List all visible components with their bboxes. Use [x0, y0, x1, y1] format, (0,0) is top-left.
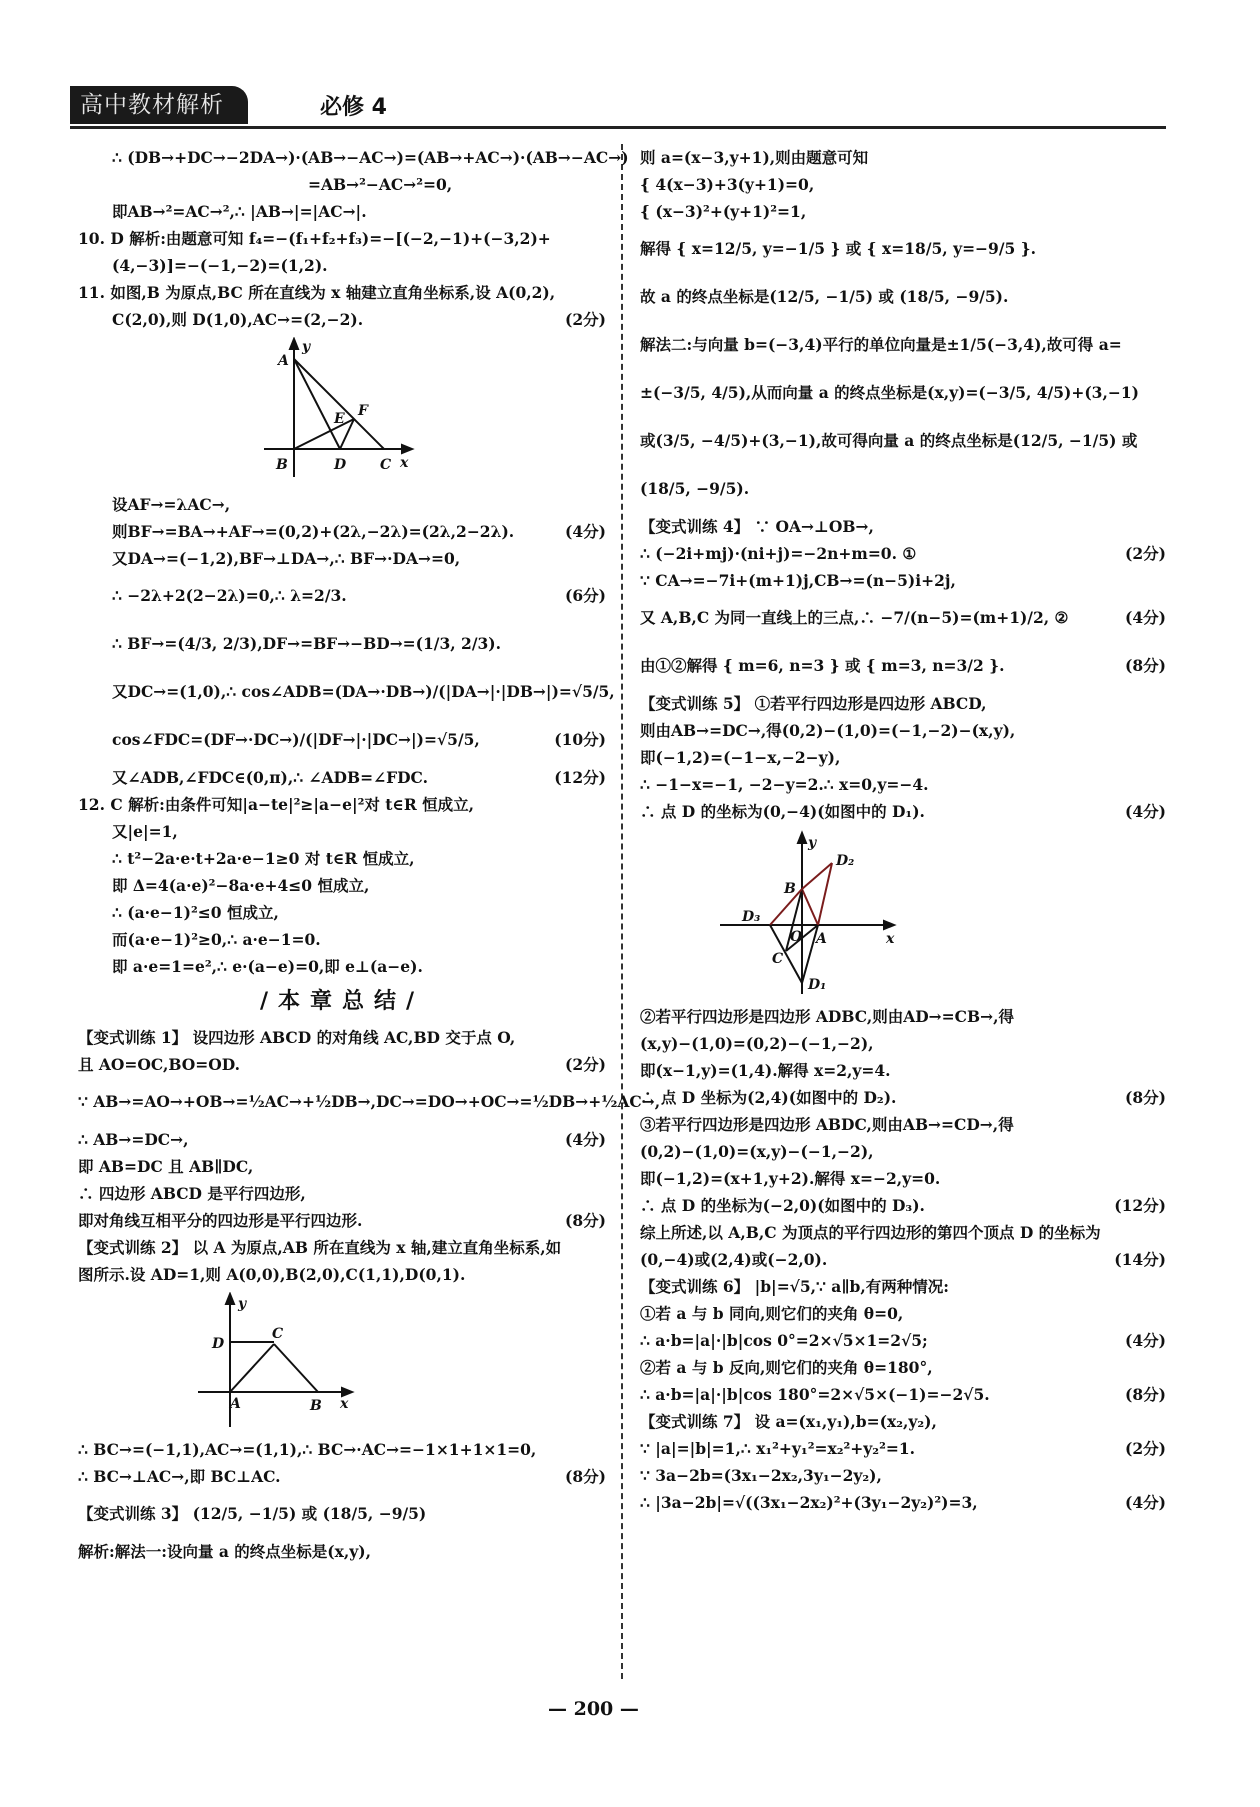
text-line: [640, 1192, 1166, 1219]
text-line: [78, 899, 606, 926]
text-line: [640, 1084, 1166, 1111]
line-text: ±(−3/5, 4/5),从而向量 a 的终点坐标是(x,y)=(−3/5, 4/5)+(3,−1): [640, 383, 1139, 402]
text-line: [78, 279, 606, 306]
text-line: [640, 771, 1166, 798]
line-text: 即(−1,2)=(−1−x,−2−y),: [640, 748, 841, 767]
column-divider: [621, 144, 623, 1679]
text-line: [78, 953, 606, 980]
line-text: { (x−3)²+(y+1)²=1,: [640, 202, 807, 221]
text-line: [640, 225, 1166, 273]
line-text: C(2,0),则 D(1,0),AC→=(2,−2).: [112, 310, 364, 329]
svg-text:A: A: [816, 931, 827, 947]
line-text: 10. D 解析:由题意可知 f₄=−(f₁+f₂+f₃)=−[(−2,−1)+(−3,2)+: [78, 229, 551, 248]
line-text: ②若平行四边形是四边形 ADBC,则由AD→=CB→,得: [640, 1007, 1014, 1026]
line-text: 【变式训练 1】 设四边形 ABCD 的对角线 AC,BD 交于点 O,: [78, 1028, 516, 1047]
text-line: [78, 144, 629, 171]
line-text: 解得 { x=12/5, y=−1/5 } 或 { x=18/5, y=−9/5 }.: [640, 239, 1037, 258]
line-text: ∴ (DB→+DC→−2DA→)·(AB→−AC→)=(AB→+AC→)·(AB→−AC→): [112, 148, 629, 167]
text-line: [640, 1489, 1166, 1516]
svg-text:x: x: [400, 455, 409, 471]
figure-trapezoid: [78, 1292, 606, 1432]
line-text: 由①②解得 { m=6, n=3 } 或 { m=3, n=3/2 }.: [640, 656, 1005, 675]
figure-parallelograms: [640, 829, 1166, 999]
svg-text:O: O: [790, 929, 803, 945]
text-line: [640, 642, 1166, 690]
score-mark: (2分): [565, 310, 606, 329]
text-line: [640, 1300, 1166, 1327]
line-text: 即对角线互相平分的四边形是平行四边形.: [78, 1211, 363, 1230]
line-text: 【变式训练 6】 |b|=√5,∵ a∥b,有两种情况:: [640, 1277, 950, 1296]
line-text: ∴ 点 D 的坐标为(0,−4)(如图中的 D₁).: [640, 802, 925, 821]
line-text: 【变式训练 7】 设 a=(x₁,y₁),b=(x₂,y₂),: [640, 1412, 937, 1431]
score-mark: (2分): [1125, 544, 1166, 563]
text-line: [78, 1051, 606, 1078]
text-line: [640, 1219, 1166, 1246]
text-line: [640, 171, 1166, 198]
line-text: ②若 a 与 b 反向,则它们的夹角 θ=180°,: [640, 1358, 933, 1377]
text-line: [78, 1261, 606, 1288]
line-text: ∵ |a|=|b|=1,∴ x₁²+y₁²=x₂²+y₂²=1.: [640, 1439, 916, 1458]
line-text: 【变式训练 3】 (12/5, −1/5) 或 (18/5, −9/5): [78, 1504, 427, 1523]
text-line: [640, 1057, 1166, 1084]
text-line: [78, 1436, 606, 1463]
score-mark: (10分): [554, 730, 606, 749]
text-line: [78, 1078, 661, 1126]
line-text: ∴ −1−x=−1, −2−y=2.∴ x=0,y=−4.: [640, 775, 929, 794]
text-line: [640, 540, 1166, 567]
text-line: [78, 1490, 606, 1538]
line-text: ∴ (−2i+mj)·(ni+j)=−2n+m=0. ①: [640, 544, 917, 563]
svg-text:D₂: D₂: [836, 853, 855, 869]
line-text: =AB→²−AC→²=0,: [308, 175, 453, 194]
line-text: 【变式训练 4】 ∵ OA→⊥OB→,: [640, 517, 874, 536]
text-line: [78, 872, 606, 899]
text-line: [640, 417, 1166, 465]
line-text: 图所示.设 AD=1,则 A(0,0),B(2,0),C(1,1),D(0,1).: [78, 1265, 466, 1284]
text-line: [78, 791, 606, 818]
text-line: [78, 926, 606, 953]
line-text: 又DC→=(1,0),∴ cos∠ADB=(DA→·DB→)/(|DA→|·|DB→|)=√5/5,: [112, 682, 615, 701]
line-text: 即AB→²=AC→²,∴ |AB→|=|AC→|.: [112, 202, 367, 221]
line-text: 即(x−1,y)=(1,4).解得 x=2,y=4.: [640, 1061, 891, 1080]
svg-text:A: A: [278, 353, 289, 369]
line-text: 故 a 的终点坐标是(12/5, −1/5) 或 (18/5, −9/5).: [640, 287, 1009, 306]
line-text: 【变式训练 5】 ①若平行四边形是四边形 ABCD,: [640, 694, 987, 713]
text-line: [640, 567, 1166, 594]
text-line: [640, 690, 1166, 717]
text-line: [640, 1354, 1166, 1381]
text-line: [640, 1165, 1166, 1192]
text-line: [640, 1408, 1166, 1435]
score-mark: (8分): [1125, 1385, 1166, 1404]
line-text: ∵ 3a−2b=(3x₁−2x₂,3y₁−2y₂),: [640, 1466, 882, 1485]
svg-text:y: y: [808, 835, 817, 851]
text-line: [78, 225, 606, 252]
svg-text:E: E: [334, 411, 345, 427]
line-text: 又|e|=1,: [112, 822, 178, 841]
text-line: [78, 491, 606, 518]
left-column: [78, 144, 661, 1565]
line-text: 解析:解法一:设向量 a 的终点坐标是(x,y),: [78, 1542, 371, 1561]
score-mark: (14分): [1114, 1250, 1166, 1269]
score-mark: (4分): [1125, 1493, 1166, 1512]
score-mark: (4分): [1125, 1331, 1166, 1350]
text-line: [640, 1003, 1166, 1030]
text-line: [640, 465, 1166, 513]
score-mark: (8分): [565, 1467, 606, 1486]
svg-text:D: D: [334, 457, 347, 473]
text-line: [78, 306, 606, 333]
line-text: 又 A,B,C 为同一直线上的三点,∴ −7/(n−5)=(m+1)/2, ②: [640, 608, 1069, 627]
line-text: 或(3/5, −4/5)+(3,−1),故可得向量 a 的终点坐标是(12/5, −1/5) 或: [640, 431, 1138, 450]
score-mark: (6分): [565, 586, 606, 605]
text-line: [78, 716, 606, 764]
text-line: [640, 798, 1166, 825]
score-mark: (8分): [565, 1211, 606, 1230]
line-text: ∵ CA→=−7i+(m+1)j,CB→=(n−5)i+2j,: [640, 571, 956, 590]
text-line: [640, 594, 1166, 642]
text-line: [78, 1153, 606, 1180]
line-text: 即 Δ=4(a·e)²−8a·e+4≤0 恒成立,: [112, 876, 370, 895]
text-line: [78, 545, 606, 572]
line-text: cos∠FDC=(DF→·DC→)/(|DF→|·|DC→|)=√5/5,: [112, 730, 480, 749]
line-text: 则由AB→=DC→,得(0,2)−(1,0)=(−1,−2)−(x,y),: [640, 721, 1016, 740]
svg-text:B: B: [310, 1398, 322, 1414]
header-rule: [70, 126, 1166, 129]
svg-text:C: C: [380, 457, 392, 473]
line-text: 12. C 解析:由条件可知|a−te|²≥|a−e|²对 t∈R 恒成立,: [78, 795, 475, 814]
text-line: [640, 1246, 1166, 1273]
line-text: (4,−3)]=−(−1,−2)=(1,2).: [112, 256, 328, 275]
text-line: [640, 369, 1166, 417]
right-column: [640, 144, 1166, 1516]
text-line: [640, 744, 1166, 771]
svg-text:x: x: [340, 1396, 349, 1412]
score-mark: (2分): [565, 1055, 606, 1074]
line-text: 则 a=(x−3,y+1),则由题意可知: [640, 148, 869, 167]
svg-text:B: B: [276, 457, 288, 473]
line-text: 即(−1,2)=(x+1,y+2).解得 x=−2,y=0.: [640, 1169, 941, 1188]
text-line: [78, 171, 606, 198]
text-line: [78, 818, 606, 845]
text-line: [78, 1463, 606, 1490]
line-text: ③若平行四边形是四边形 ABDC,则由AB→=CD→,得: [640, 1115, 1014, 1134]
page-header: [70, 86, 1166, 130]
line-text: ∴ a·b=|a|·|b|cos 0°=2×√5×1=2√5;: [640, 1331, 928, 1350]
line-text: 11. 如图,B 为原点,BC 所在直线为 x 轴建立直角坐标系,设 A(0,2),: [78, 283, 556, 302]
text-line: [78, 572, 606, 620]
text-line: [78, 668, 615, 716]
line-text: ∵ AB→=AO→+OB→=½AC→+½DB→,DC→=DO→+OC→=½DB→+½AC→,: [78, 1092, 661, 1111]
text-line: [78, 620, 606, 668]
line-text: 又DA→=(−1,2),BF→⊥DA→,∴ BF→·DA→=0,: [112, 549, 461, 568]
svg-text:B: B: [784, 881, 796, 897]
score-mark: (8分): [1125, 1088, 1166, 1107]
svg-text:C: C: [772, 951, 784, 967]
svg-text:D: D: [212, 1336, 225, 1352]
line-text: 即 AB=DC 且 AB∥DC,: [78, 1157, 254, 1176]
svg-text:D₃: D₃: [742, 909, 761, 925]
book-title: 高中教材解析: [70, 86, 248, 124]
text-line: [640, 1327, 1166, 1354]
score-mark: (12分): [554, 768, 606, 787]
line-text: ∴ BF→=(4/3, 2/3),DF→=BF→−BD→=(1/3, 2/3).: [112, 634, 501, 653]
score-mark: (4分): [565, 1130, 606, 1149]
volume-label: 必修 4: [320, 95, 387, 120]
line-text: ∴ BC→=(−1,1),AC→=(1,1),∴ BC→·AC→=−1×1+1×1=0,: [78, 1440, 537, 1459]
score-mark: (4分): [565, 522, 606, 541]
line-text: ∴ 点 D 的坐标为(−2,0)(如图中的 D₃).: [640, 1196, 925, 1215]
text-line: [640, 1381, 1166, 1408]
text-line: [78, 764, 606, 791]
line-text: 即 a·e=1=e²,∴ e·(a−e)=0,即 e⊥(a−e).: [112, 957, 423, 976]
line-text: ∴ 点 D 坐标为(2,4)(如图中的 D₂).: [640, 1088, 897, 1107]
line-text: ∴ a·b=|a|·|b|cos 180°=2×√5×(−1)=−2√5.: [640, 1385, 990, 1404]
line-text: (x,y)−(1,0)=(0,2)−(−1,−2),: [640, 1034, 874, 1053]
svg-text:y: y: [238, 1296, 247, 1312]
line-text: 设AF→=λAC→,: [112, 495, 231, 514]
text-line: [78, 1024, 606, 1051]
score-mark: (2分): [1125, 1439, 1166, 1458]
svg-text:A: A: [230, 1396, 241, 1412]
text-line: [78, 1538, 606, 1565]
svg-text:D₁: D₁: [808, 977, 827, 993]
line-text: ∴ −2λ+2(2−2λ)=0,∴ λ=2/3.: [112, 586, 347, 605]
line-text: (0,−4)或(2,4)或(−2,0).: [640, 1250, 828, 1269]
line-text: ∴ BC→⊥AC→,即 BC⊥AC.: [78, 1467, 281, 1486]
chapter-summary-heading: /本章总结/: [259, 989, 425, 1014]
text-line: [78, 518, 606, 545]
line-text: (18/5, −9/5).: [640, 479, 750, 498]
line-text: 【变式训练 2】 以 A 为原点,AB 所在直线为 x 轴,建立直角坐标系,如: [78, 1238, 562, 1257]
score-mark: (8分): [1125, 656, 1166, 675]
text-line: [640, 1435, 1166, 1462]
line-text: ∴ |3a−2b|=√((3x₁−2x₂)²+(3y₁−2y₂)²)=3,: [640, 1493, 978, 1512]
score-mark: (4分): [1125, 802, 1166, 821]
text-line: [78, 845, 606, 872]
text-line: [640, 1111, 1166, 1138]
line-text: 综上所述,以 A,B,C 为顶点的平行四边形的第四个顶点 D 的坐标为: [640, 1223, 1101, 1242]
text-line: [78, 198, 606, 225]
text-line: [640, 1273, 1166, 1300]
line-text: 则BF→=BA→+AF→=(0,2)+(2λ,−2λ)=(2λ,2−2λ).: [112, 522, 515, 541]
score-mark: (4分): [1125, 608, 1166, 627]
line-text: (0,2)−(1,0)=(x,y)−(−1,−2),: [640, 1142, 874, 1161]
line-text: ∴ AB→=DC→,: [78, 1130, 189, 1149]
svg-text:y: y: [302, 339, 311, 355]
text-line: [640, 321, 1166, 369]
line-text: 又∠ADB,∠FDC∈(0,π),∴ ∠ADB=∠FDC.: [112, 768, 428, 787]
text-line: [640, 1462, 1166, 1489]
line-text: ∴ t²−2a·e·t+2a·e−1≥0 对 t∈R 恒成立,: [112, 849, 415, 868]
text-line: [640, 717, 1166, 744]
svg-text:x: x: [886, 931, 895, 947]
text-line: [78, 1234, 606, 1261]
text-line: [640, 1030, 1166, 1057]
line-text: ∴ (a·e−1)²≤0 恒成立,: [112, 903, 279, 922]
line-text: 而(a·e−1)²≥0,∴ a·e−1=0.: [112, 930, 321, 949]
text-line: [640, 198, 1166, 225]
line-text: { 4(x−3)+3(y+1)=0,: [640, 175, 815, 194]
page-number: — 200 —: [548, 1698, 639, 1720]
line-text: ①若 a 与 b 同向,则它们的夹角 θ=0,: [640, 1304, 904, 1323]
text-line: [78, 1207, 606, 1234]
text-line: [78, 1126, 606, 1153]
score-mark: (12分): [1114, 1196, 1166, 1215]
text-line: [640, 513, 1166, 540]
figure-triangle-abc: [78, 337, 606, 487]
text-line: [640, 1138, 1166, 1165]
text-line: [640, 273, 1166, 321]
text-line: [78, 1180, 606, 1207]
line-text: 且 AO=OC,BO=OD.: [78, 1055, 241, 1074]
line-text: 解法二:与向量 b=(−3,4)平行的单位向量是±1/5(−3,4),故可得 a=: [640, 335, 1122, 354]
svg-text:C: C: [272, 1326, 284, 1342]
line-text: ∴ 四边形 ABCD 是平行四边形,: [78, 1184, 306, 1203]
svg-text:F: F: [358, 403, 368, 419]
text-line: [640, 144, 1166, 171]
text-line: [78, 252, 606, 279]
